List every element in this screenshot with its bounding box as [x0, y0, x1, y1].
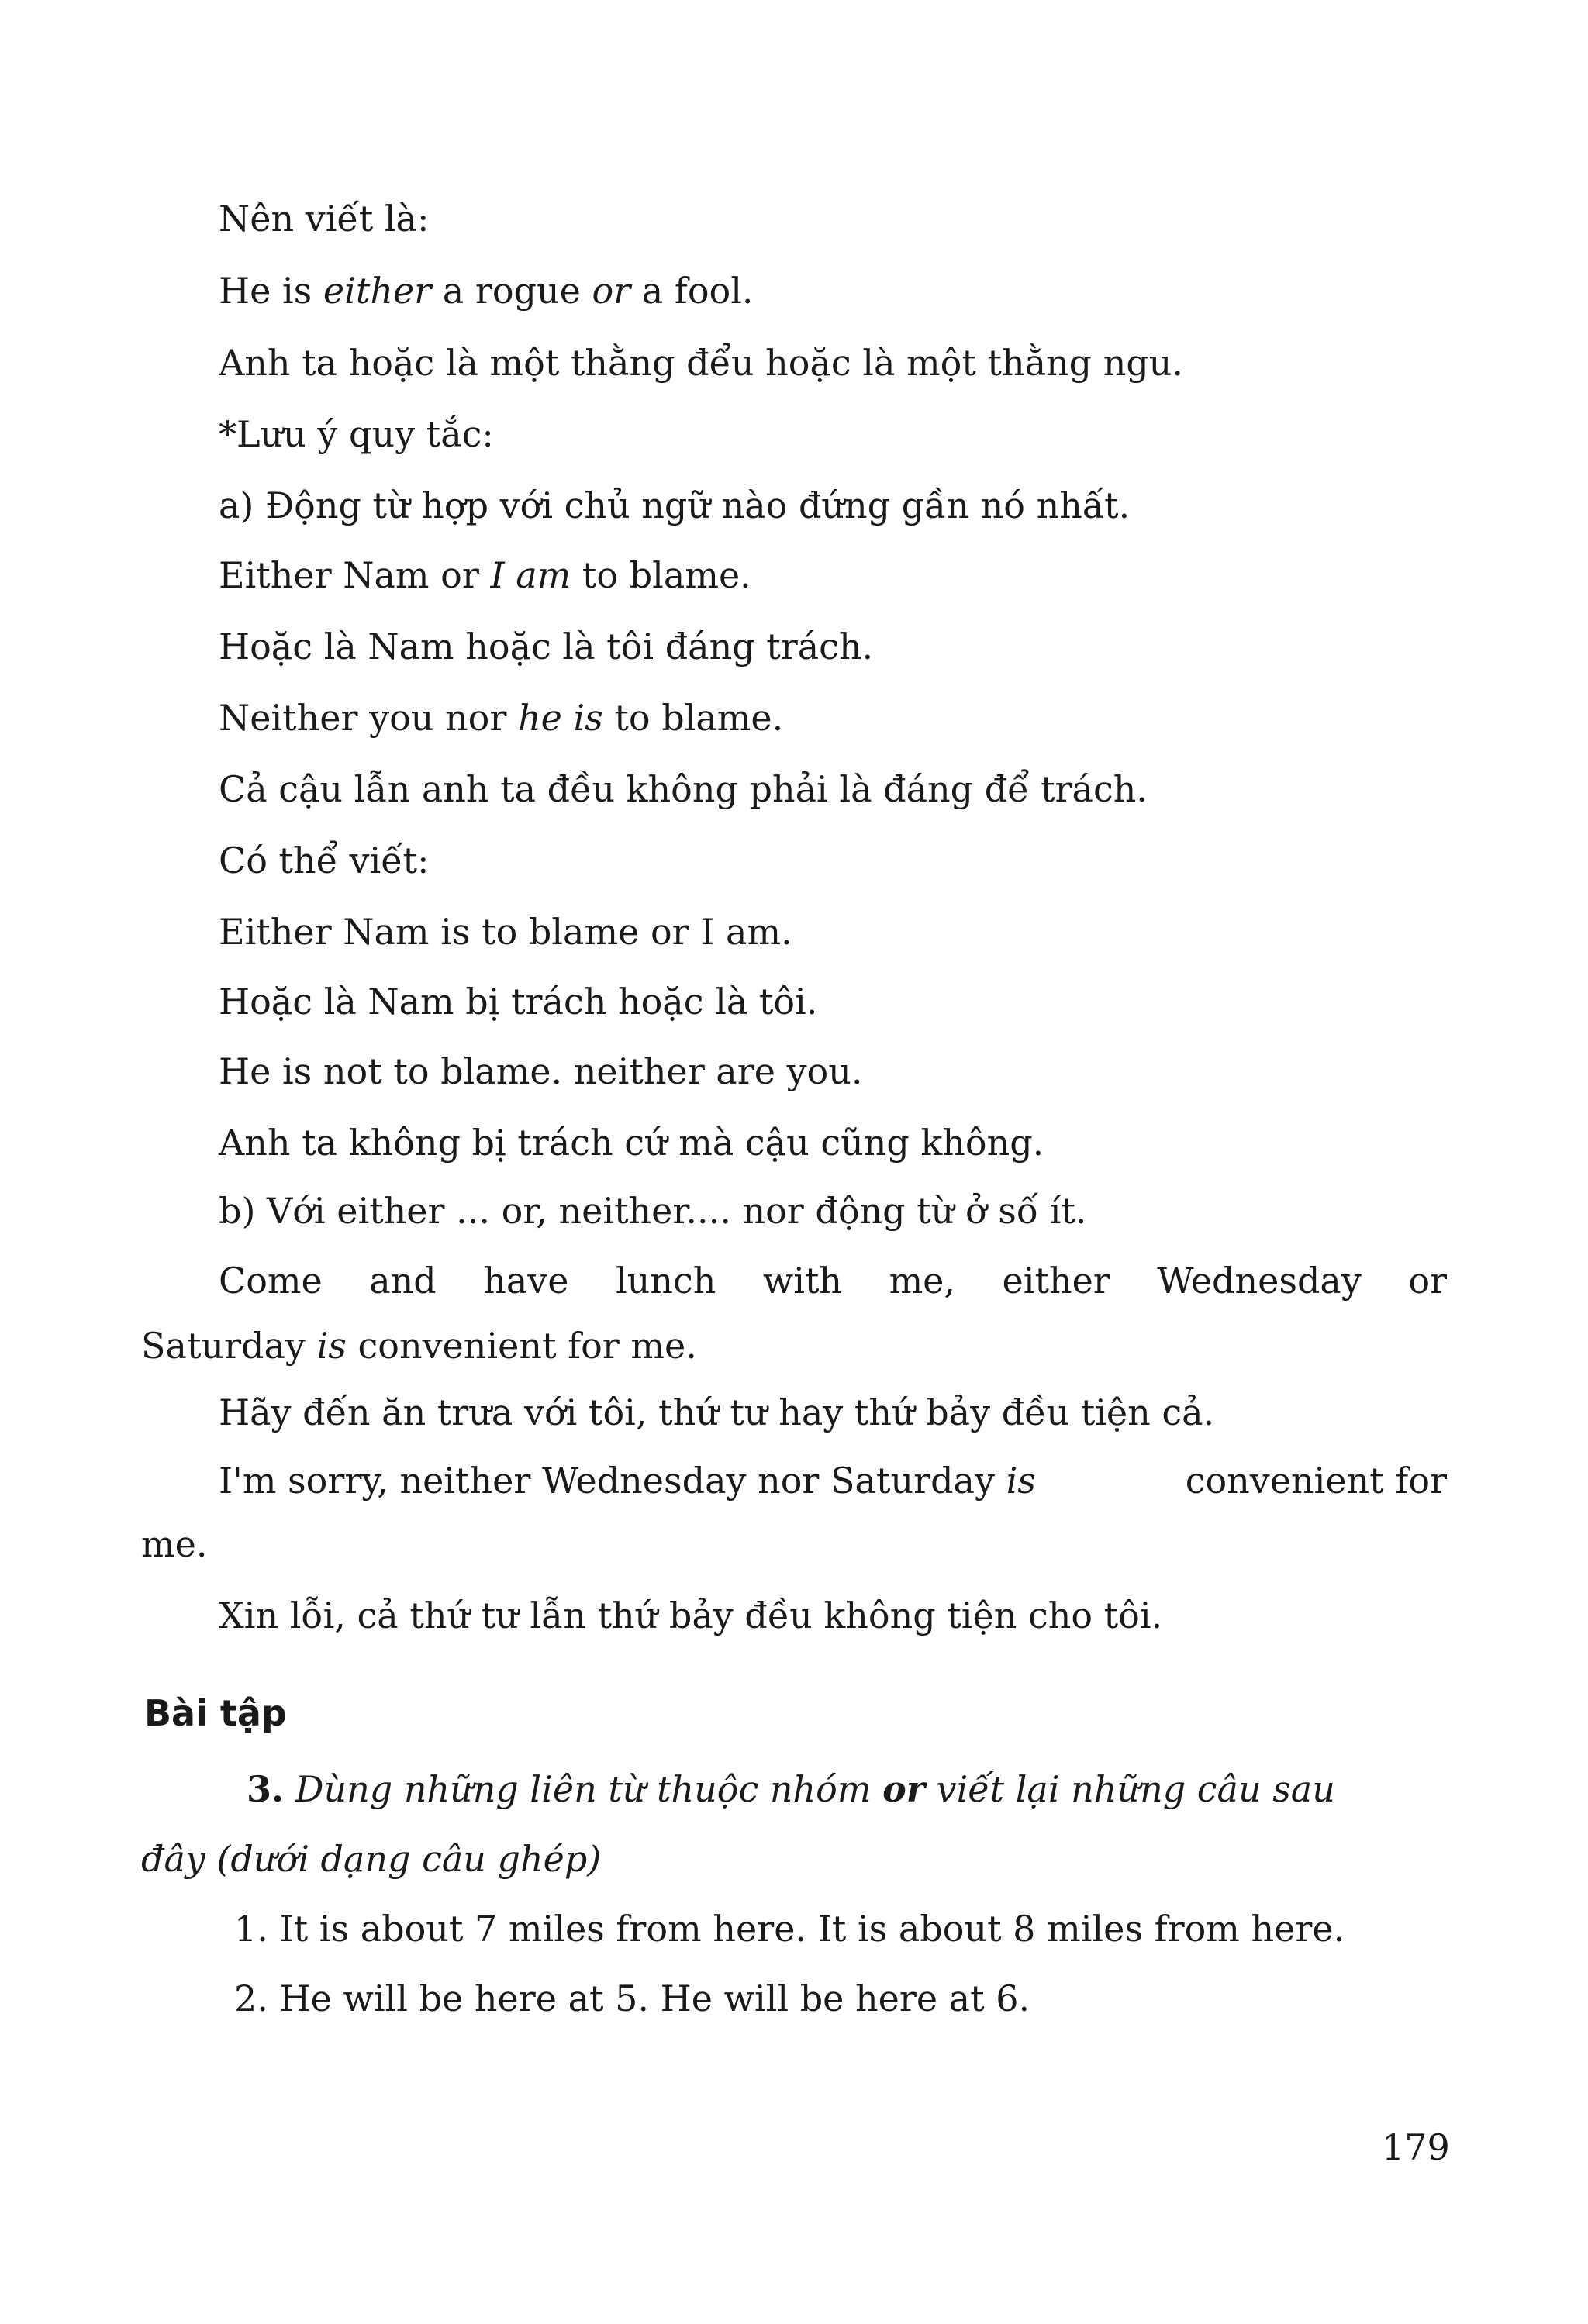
text-span: convenient for [1185, 1460, 1447, 1502]
emphasis: is [1006, 1460, 1036, 1502]
exercise-title [247, 1766, 1447, 1812]
example-sentence [219, 695, 783, 741]
text-span: I'm sorry, neither Wednesday nor Saturday is [219, 1460, 1036, 1502]
emphasis: either [323, 270, 432, 312]
emphasis: he is [518, 697, 603, 739]
text-span: a rogue [431, 270, 592, 312]
translation-line: Hoặc là Nam bị trách hoặc là tôi. [219, 981, 818, 1022]
example-sentence-cont: me. [141, 1523, 208, 1565]
exercise-item: 1. It is about 7 miles from here. It is about 8 miles from here. [234, 1908, 1345, 1950]
text-span: to blame. [571, 554, 751, 596]
text-span: He is [219, 270, 323, 312]
page-number: 179 [1382, 2126, 1450, 2168]
text-span: to blame. [602, 697, 784, 739]
text-span: Either Nam or [219, 554, 491, 596]
exercise-item: 2. He will be here at 5. He will be here at 6. [234, 1977, 1030, 2019]
justified-line [219, 1257, 1447, 1304]
word: and [369, 1260, 437, 1302]
word: me, [889, 1260, 956, 1302]
translation-line: Hoặc là Nam hoặc là tôi đáng trách. [219, 626, 874, 667]
example-sentence: Either Nam is to blame or I am. [219, 911, 792, 953]
example-sentence [219, 1457, 1447, 1504]
example-sentence: He is not to blame. neither are you. [219, 1050, 863, 1092]
section-heading: Bài tập [144, 1692, 287, 1734]
word: have [483, 1260, 569, 1302]
text-span: 3. Dùng những liên từ thuộc nhóm or viết lại những câu sau [247, 1768, 1335, 1810]
text-line: Nên viết là: [219, 198, 430, 240]
emphasis: or [592, 270, 631, 312]
word: Come [219, 1260, 323, 1302]
translation-line: Xin lỗi, cả thứ tư lẫn thứ bảy đều không tiện cho tôi. [219, 1595, 1163, 1636]
text-span: a fool. [630, 270, 754, 312]
word: lunch [616, 1260, 716, 1302]
example-sentence [219, 267, 754, 314]
translation-line: Cả cậu lẫn anh ta đều không phải là đáng để trách. [219, 768, 1148, 810]
example-sentence-cont [141, 1322, 697, 1369]
text-span: Saturday [141, 1325, 317, 1367]
emphasis: is [316, 1325, 347, 1367]
text-span: Neither you nor [219, 697, 518, 739]
emphasis: I am [490, 554, 571, 596]
text-span: convenient for me. [346, 1325, 697, 1367]
text-line: Có thể viết: [219, 840, 430, 881]
translation-line: Hãy đến ăn trưa với tôi, thứ tư hay thứ bảy đều tiện cả. [219, 1391, 1215, 1433]
exercise-title-cont: đây (dưới dạng câu ghép) [141, 1838, 602, 1880]
keyword: or [882, 1768, 925, 1810]
example-sentence [219, 552, 751, 598]
translation-line: Anh ta hoặc là một thằng đểu hoặc là một thằng ngu. [219, 342, 1184, 384]
translation-line: Anh ta không bị trách cứ mà cậu cũng không. [219, 1122, 1044, 1164]
exercise-number: 3. [247, 1768, 285, 1810]
word: or [1408, 1260, 1447, 1302]
rule-a: a) Động từ hợp với chủ ngữ nào đứng gần nó nhất. [219, 484, 1131, 526]
word: either [1002, 1260, 1110, 1302]
word: Wednesday [1157, 1260, 1362, 1302]
word: with [762, 1260, 843, 1302]
rule-b: b) Với either ... or, neither.... nor động từ ở số ít. [219, 1190, 1087, 1232]
note-heading: *Lưu ý quy tắc: [219, 413, 494, 455]
